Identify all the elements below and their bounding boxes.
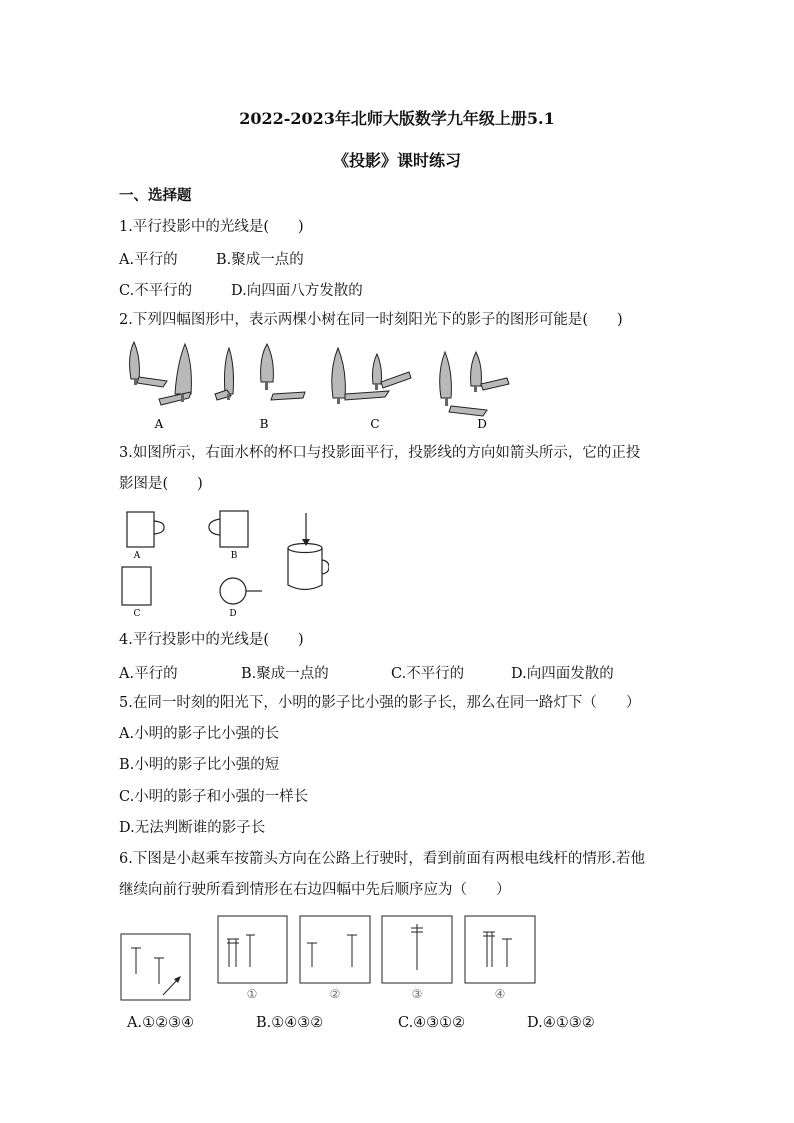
q3-label-b: B: [230, 551, 238, 561]
q5-option-c: C.小明的影子和小强的一样长: [119, 789, 309, 805]
q2-tree-figures: [119, 336, 529, 434]
q6-pole-figures: [115, 912, 540, 1004]
q3-stem-line1: 3.如图所示，右面水杯的杯口与投影面平行，投影线的方向如箭头所示，它的正投: [119, 445, 641, 461]
q6-option-d: D.④①③②: [527, 1015, 595, 1031]
q6-label-2: ②: [329, 987, 341, 1001]
q5-option-b: B.小明的影子比小强的短: [119, 757, 280, 773]
q1-option-c: C.不平行的: [119, 283, 193, 299]
q4-option-c: C.不平行的: [391, 666, 465, 682]
title-line-1: 2022-2023年北师大版数学九年级上册5.1: [239, 109, 555, 128]
q1-stem: 1.平行投影中的光线是( ): [119, 219, 304, 235]
q3-label-d: D: [229, 609, 237, 619]
q6-label-4: ④: [494, 987, 506, 1001]
q2-label-b: B: [259, 417, 269, 431]
q3-stem-line2: 影图是( ): [119, 476, 203, 492]
q6-option-b: B.①④③②: [256, 1015, 324, 1031]
q6-stem-line2: 继续向前行驶所看到情形在右边四幅中先后顺序应为（ ）: [119, 882, 511, 898]
q2-stem: 2.下列四幅图形中，表示两棵小树在同一时刻阳光下的影子的图形可能是( ): [119, 312, 623, 328]
q4-option-a: A.平行的: [119, 666, 178, 682]
q2-label-a: A: [154, 417, 164, 431]
q2-label-c: C: [370, 417, 380, 431]
q4-option-b: B.聚成一点的: [241, 666, 329, 682]
q6-option-a: A.①②③④: [127, 1015, 195, 1031]
q5-stem: 5.在同一时刻的阳光下，小明的影子比小强的影子长，那么在同一路灯下（ ）: [119, 695, 641, 711]
q4-option-d: D.向四面发散的: [511, 666, 614, 682]
q3-label-a: A: [133, 551, 141, 561]
title-line-2: 《投影》课时练习: [332, 151, 461, 170]
q4-stem: 4.平行投影中的光线是( ): [119, 632, 304, 648]
q1-option-a: A.平行的: [119, 252, 178, 268]
q3-label-c: C: [133, 609, 141, 619]
section-heading: 一、选择题: [119, 187, 192, 204]
q5-option-d: D.无法判断谁的影子长: [119, 820, 266, 836]
q2-label-d: D: [477, 417, 487, 431]
q5-option-a: A.小明的影子比小强的长: [119, 726, 280, 742]
q1-option-d: D.向四面八方发散的: [231, 283, 363, 299]
q6-option-c: C.④③①②: [398, 1015, 466, 1031]
q3-cup-figures: [119, 505, 329, 621]
q6-stem-line1: 6.下图是小赵乘车按箭头方向在公路上行驶时，看到前面有两根电线杆的情形.若他: [119, 851, 645, 867]
q1-option-b: B.聚成一点的: [216, 252, 304, 268]
q6-label-1: ①: [246, 987, 258, 1001]
q6-label-3: ③: [411, 987, 423, 1001]
